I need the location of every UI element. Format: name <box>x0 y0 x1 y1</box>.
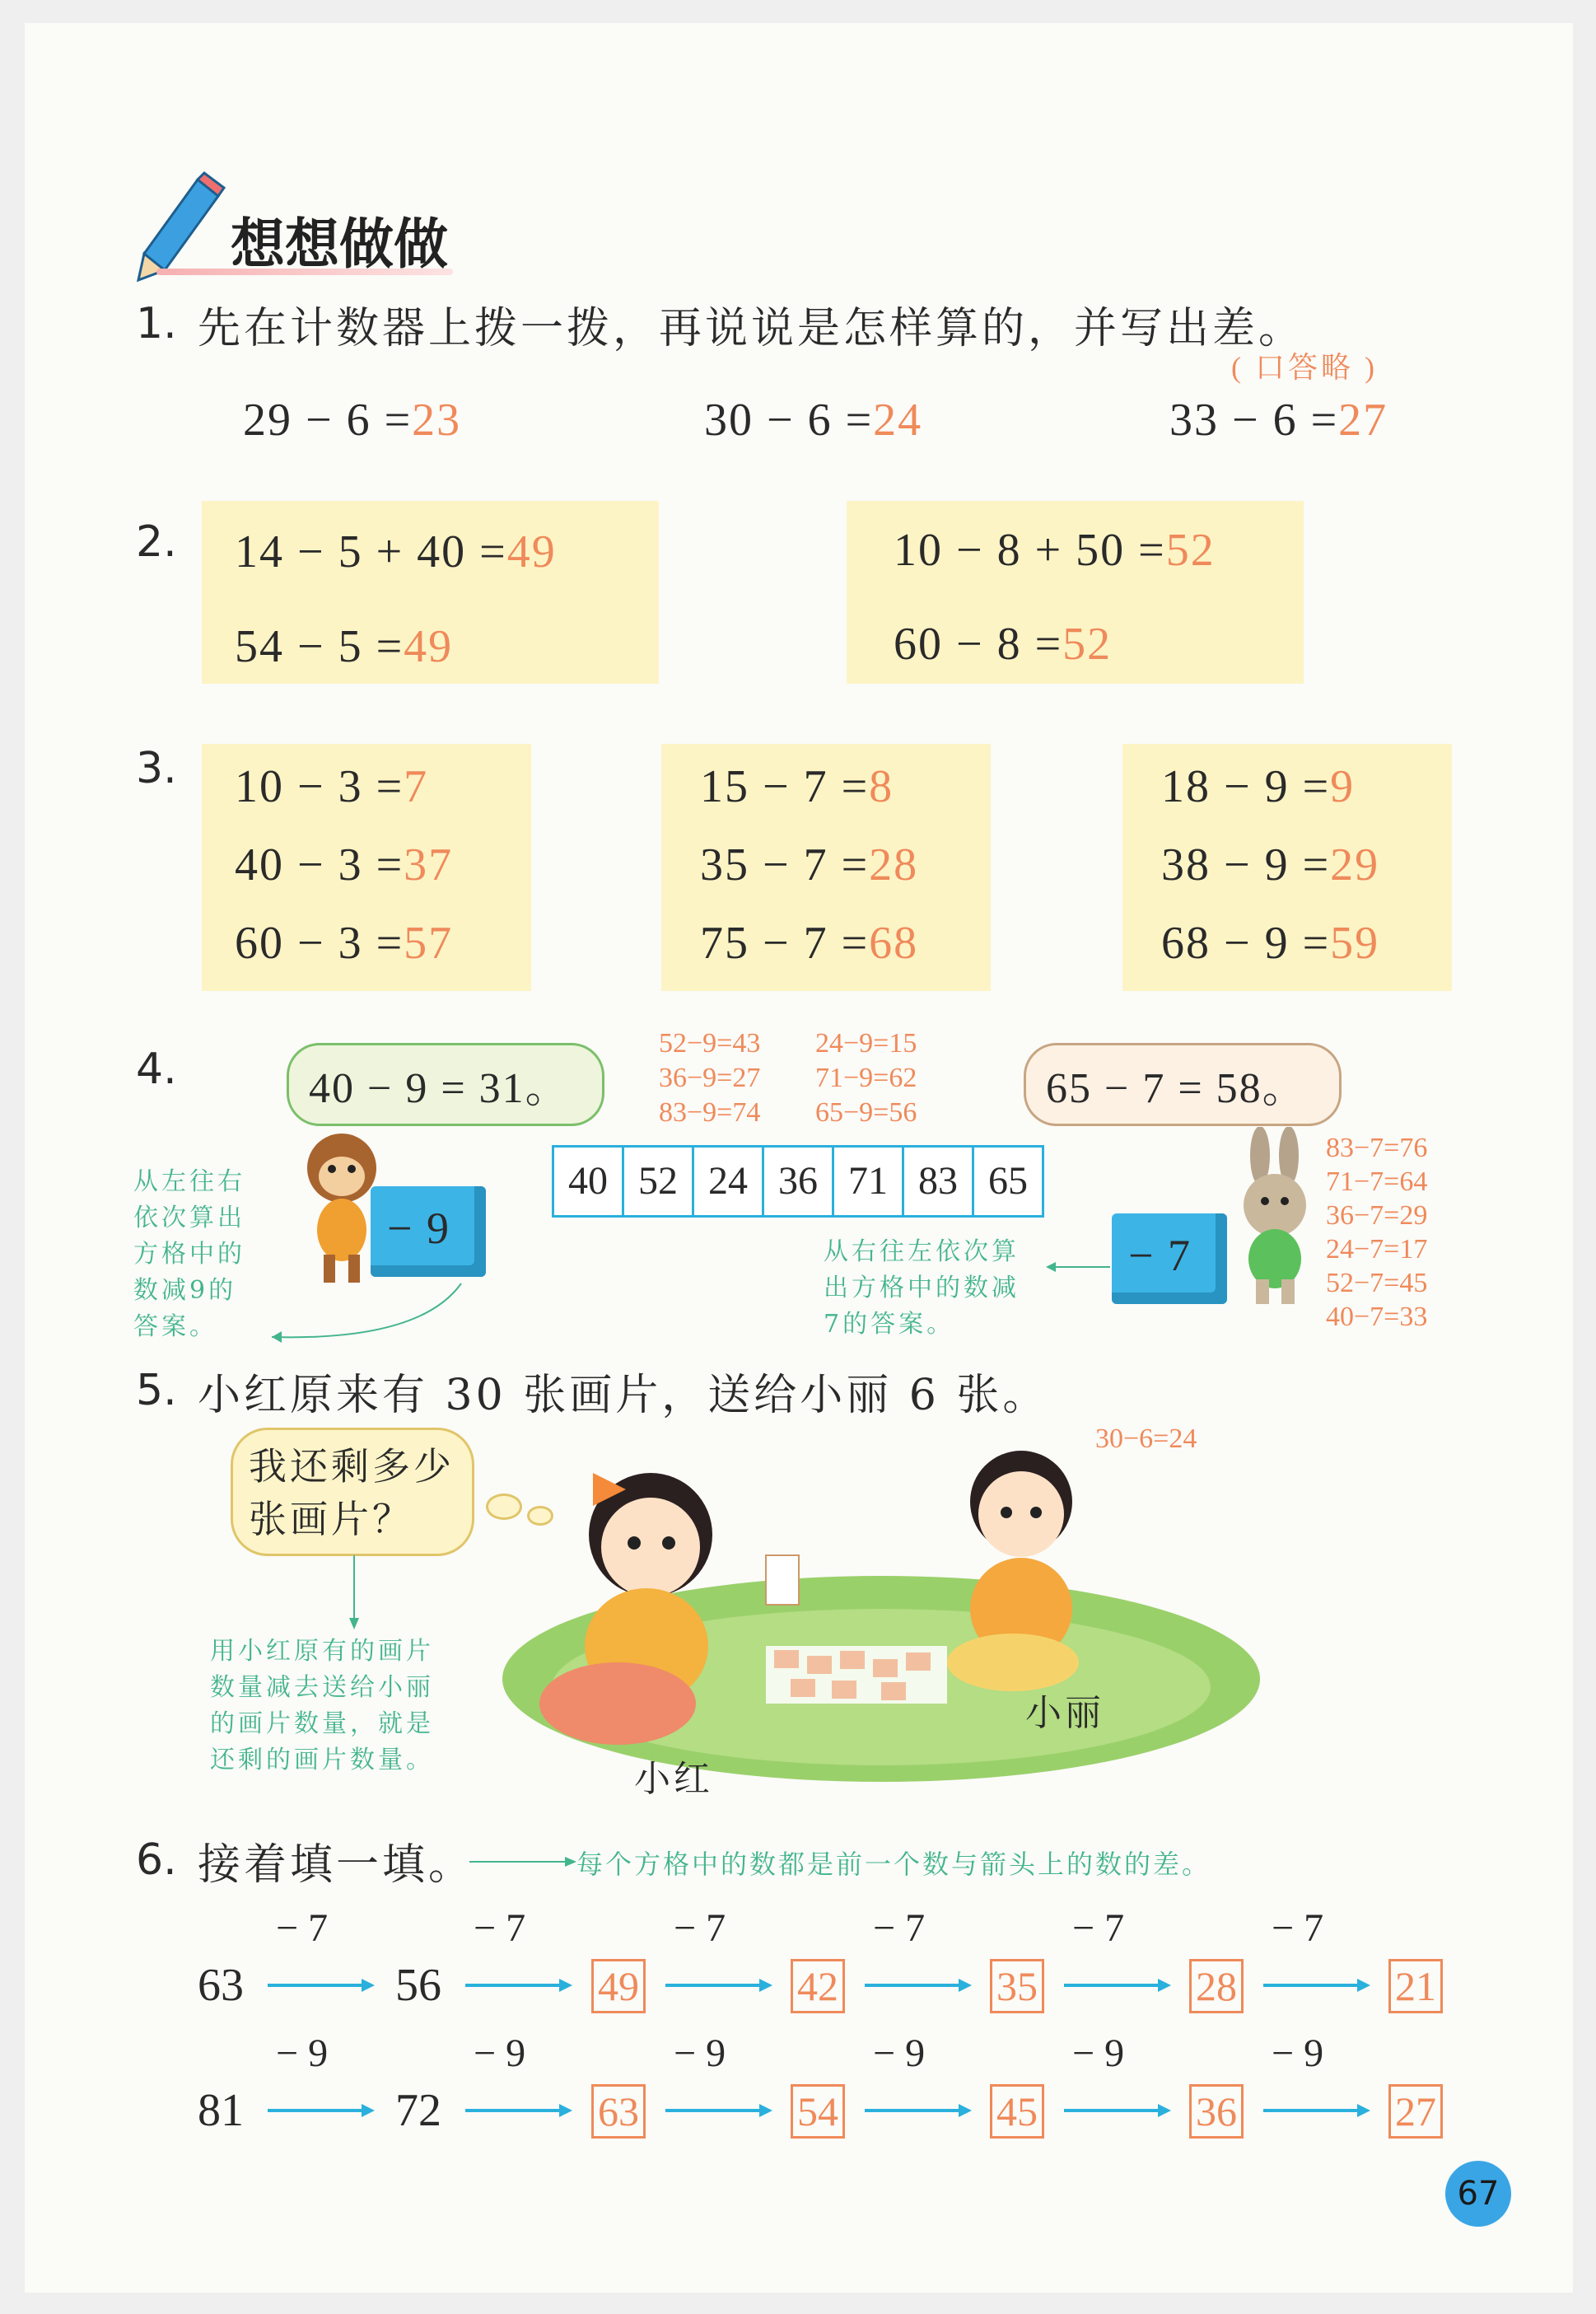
answer: 8 <box>869 761 894 812</box>
q4-note-left <box>133 1164 245 1345</box>
q6-note-arrow <box>469 1854 576 1870</box>
answer: 37 <box>404 839 454 891</box>
page-title: 想想做做 <box>231 213 448 276</box>
answer: 24 <box>873 395 923 446</box>
header <box>132 171 478 287</box>
strip-cell: 71 <box>834 1148 904 1215</box>
answer-box: 45 <box>990 2084 1044 2139</box>
strip-cell: 52 <box>624 1148 694 1215</box>
q2-eq-1 <box>235 526 557 578</box>
answer: 57 <box>404 918 454 969</box>
strip-cell: 83 <box>904 1148 974 1215</box>
expr: 60 − 8 = <box>894 619 1063 670</box>
answer: 52 <box>1062 619 1113 670</box>
op-label: − 7 <box>1272 1906 1324 1950</box>
q2-eq-3 <box>894 524 1216 577</box>
q3-eq <box>235 839 453 891</box>
cube-left-label: − 9 <box>387 1204 450 1253</box>
q3-eq <box>235 917 453 970</box>
number-strip <box>552 1145 1044 1218</box>
q3-eq <box>1161 839 1379 891</box>
note-line: 出方格中的数减 <box>824 1274 1020 1302</box>
q4-number: 4. <box>136 1045 177 1094</box>
arrow <box>665 1977 772 1994</box>
q4-note-right <box>824 1234 1020 1343</box>
q1-text: 先在计数器上拨一拨，再说说是怎样算的，并写出差。 <box>198 304 1305 353</box>
expr: 18 − 9 = <box>1161 761 1331 812</box>
page <box>25 23 1573 2293</box>
op-label: − 7 <box>674 1906 726 1950</box>
note-line: 从右往左依次算 <box>824 1237 1020 1266</box>
thought-line: 我还剩多少 <box>249 1444 455 1489</box>
q2-eq-4 <box>894 618 1112 671</box>
answer: 59 <box>1330 918 1380 969</box>
q3-number: 3. <box>136 744 177 793</box>
q4-mid-answers <box>659 1026 1005 1130</box>
answer: 68 <box>869 918 919 969</box>
q1-eq-3 <box>1169 394 1388 446</box>
chain-second: 72 <box>395 2085 441 2136</box>
q3-eq <box>700 839 918 891</box>
expr: 33 − 6 = <box>1169 395 1339 446</box>
chain-start: 63 <box>198 1960 244 2011</box>
strip-cell: 36 <box>764 1148 834 1215</box>
op-label: − 9 <box>276 2031 329 2075</box>
thought-note-arrow <box>346 1555 362 1629</box>
expr: 60 − 3 = <box>235 918 404 969</box>
mid-answer: 24−9=15 <box>815 1028 917 1059</box>
note-line: 7的答案。 <box>824 1310 955 1339</box>
q3-eq <box>1161 917 1379 970</box>
op-label: − 9 <box>873 2031 926 2075</box>
girl-label-xiaohong: 小红 <box>634 1758 713 1800</box>
answer-box: 21 <box>1388 1959 1443 2013</box>
note-line: 数量减去送给小丽 <box>210 1673 434 1702</box>
note-line: 依次算出 <box>133 1204 245 1232</box>
q4-note-right-arrow <box>1046 1259 1112 1275</box>
q2-number: 2. <box>136 517 177 567</box>
expr: 40 − 3 = <box>235 839 404 891</box>
note-line: 还剩的画片数量。 <box>210 1746 434 1774</box>
right-answer: 71−7=64 <box>1326 1166 1428 1197</box>
op-label: − 7 <box>474 1906 526 1950</box>
expr: 10 − 8 + 50 = <box>894 525 1166 576</box>
right-answer: 36−7=29 <box>1326 1200 1428 1231</box>
op-label: − 7 <box>873 1906 926 1950</box>
answer-box: 49 <box>591 1959 646 2013</box>
strip-cell: 24 <box>694 1148 764 1215</box>
arrow <box>1263 1977 1370 1994</box>
thought-text <box>249 1440 455 1545</box>
arrow <box>268 1977 375 1994</box>
answer: 9 <box>1330 761 1356 812</box>
q4-right-answers <box>1326 1131 1427 1334</box>
right-answer: 83−7=76 <box>1326 1133 1428 1163</box>
q3-eq <box>700 760 894 813</box>
cube-right-label: − 7 <box>1128 1231 1192 1280</box>
right-answer: 24−7=17 <box>1326 1234 1428 1265</box>
mid-answer: 52−9=43 <box>659 1028 761 1059</box>
q3-eq <box>235 760 428 813</box>
q5-number: 5. <box>136 1366 177 1415</box>
girls-playing-cards-illustration <box>494 1440 1276 1786</box>
q6-note: 每个方格中的数都是前一个数与箭头上的数的差。 <box>576 1849 1211 1880</box>
mid-answer: 36−9=27 <box>659 1063 761 1093</box>
expr: 38 − 9 = <box>1161 839 1331 891</box>
strip-cell: 65 <box>988 1159 1028 1203</box>
answer-box: 36 <box>1189 2084 1244 2139</box>
answer: 28 <box>869 839 919 891</box>
expr: 54 − 5 = <box>235 621 404 672</box>
arrow <box>465 1977 572 1994</box>
answer-box: 35 <box>990 1959 1044 2013</box>
mid-answer: 83−9=74 <box>659 1097 761 1128</box>
answer: 29 <box>1330 839 1380 891</box>
q4-bubble-left-text: 40 − 9 = 31。 <box>309 1065 570 1112</box>
q1-number: 1. <box>136 299 177 348</box>
answer: 23 <box>412 395 462 446</box>
expr: 14 − 5 + 40 = <box>235 526 507 577</box>
expr: 10 − 3 = <box>235 761 404 812</box>
answer-box: 42 <box>791 1959 845 2013</box>
q3-eq <box>1161 760 1355 813</box>
note-line: 用小红原有的画片 <box>210 1637 434 1666</box>
arrow <box>665 2102 772 2119</box>
arrow <box>1064 2102 1171 2119</box>
note-line: 答案。 <box>133 1312 217 1341</box>
q1-eq-2 <box>704 394 922 446</box>
arrow <box>465 2102 572 2119</box>
answer: 49 <box>404 621 454 672</box>
right-answer: 52−7=45 <box>1326 1268 1428 1298</box>
expr: 35 − 7 = <box>700 839 870 891</box>
answer-box: 28 <box>1189 1959 1244 2013</box>
q2-eq-2 <box>235 620 453 673</box>
op-label: − 9 <box>1072 2031 1125 2075</box>
expr: 29 − 6 = <box>243 395 413 446</box>
answer: 52 <box>1165 525 1216 576</box>
op-label: − 7 <box>1072 1906 1125 1950</box>
expr: 75 − 7 = <box>700 918 870 969</box>
strip-cell: 40 <box>554 1148 624 1215</box>
q3-eq <box>700 917 918 970</box>
right-answer: 40−7=33 <box>1326 1302 1428 1332</box>
q6-text: 接着填一填。 <box>198 1840 475 1890</box>
arrow <box>865 2102 972 2119</box>
op-label: − 7 <box>276 1906 329 1950</box>
note-line: 的画片数量，就是 <box>210 1709 434 1738</box>
op-label: − 9 <box>674 2031 726 2075</box>
answer: 27 <box>1338 395 1388 446</box>
arrow <box>1064 1977 1171 1994</box>
arrow <box>268 2102 375 2119</box>
page-number: 67 <box>1457 2175 1500 2213</box>
op-label: − 9 <box>1272 2031 1324 2075</box>
arrow <box>1263 2102 1370 2119</box>
answer-box: 27 <box>1388 2084 1443 2139</box>
note-line: 方格中的 <box>133 1240 245 1269</box>
chain-second: 56 <box>395 1960 441 2011</box>
expr: 30 − 6 = <box>704 395 874 446</box>
mid-answer: 65−9=56 <box>815 1097 917 1128</box>
q5-text: 小红原来有 30 张画片，送给小丽 6 张。 <box>198 1371 1049 1420</box>
chain-start: 81 <box>198 2085 244 2136</box>
q6-number: 6. <box>136 1835 177 1885</box>
q4-note-left-arrow <box>255 1275 469 1349</box>
note-line: 从左往右 <box>133 1167 245 1196</box>
q4-bubble-right-text: 65 − 7 = 58。 <box>1046 1065 1307 1112</box>
note-line: 数减9的 <box>133 1276 237 1305</box>
girl-label-xiaoli: 小丽 <box>1025 1692 1104 1734</box>
answer-box: 63 <box>591 2084 646 2139</box>
mid-answer: 71−9=62 <box>815 1063 917 1093</box>
expr: 68 − 9 = <box>1161 918 1331 969</box>
q5-note <box>210 1634 434 1779</box>
q1-note: ( 口答略 ) <box>1231 351 1378 384</box>
thought-line: 张画片？ <box>249 1497 413 1541</box>
arrow <box>865 1977 972 1994</box>
answer-box: 54 <box>791 2084 845 2139</box>
rabbit-illustration <box>1211 1127 1334 1308</box>
expr: 15 − 7 = <box>700 761 870 812</box>
q1-eq-1 <box>243 394 461 446</box>
answer: 7 <box>404 761 429 812</box>
q5-answer: 30−6=24 <box>1095 1423 1197 1454</box>
answer: 49 <box>506 526 557 577</box>
op-label: − 9 <box>474 2031 526 2075</box>
